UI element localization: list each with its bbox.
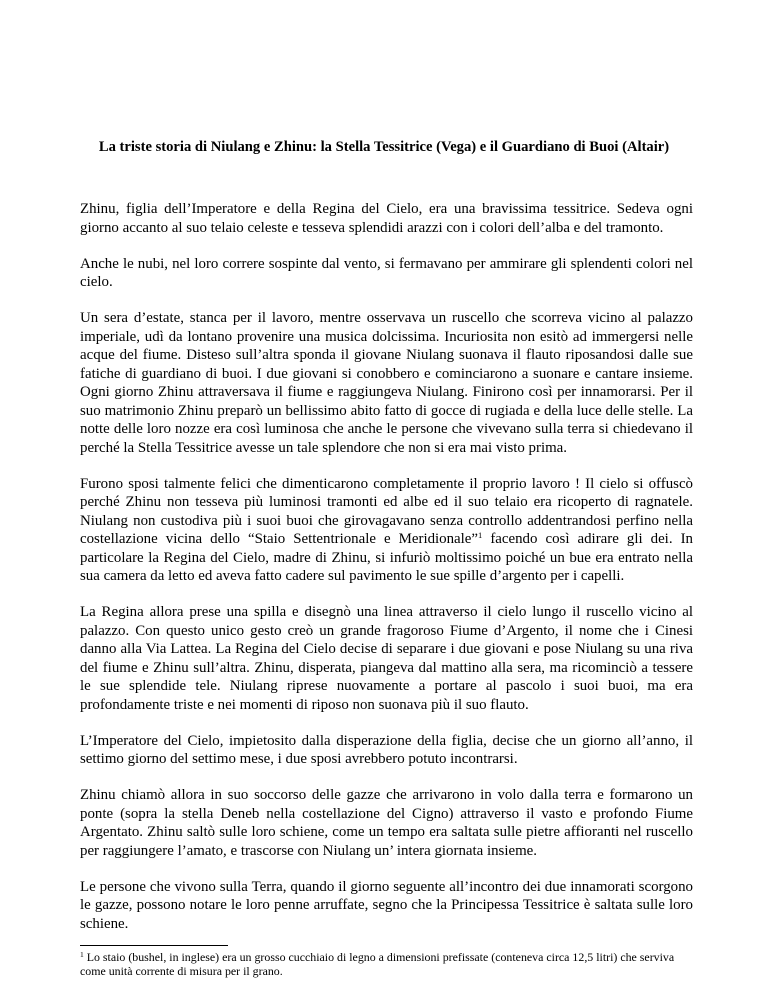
paragraph-2: Anche le nubi, nel loro correre sospinte dal vento, si fermavano per ammirare gli splendenti colori nel cielo. — [80, 255, 693, 290]
footnote-text: Lo staio (bushel, in inglese) era un grosso cucchiaio di legno a dimensioni prefissate (conteneva circa 12,5 litri) che serviva come unità corrente di misura per il grano. — [80, 949, 675, 979]
footnote-reference[interactable]: 1 — [478, 530, 483, 540]
paragraph-7: Zhinu chiamò allora in suo soccorso delle gazze che arrivarono in volo dalla terra e formarono un ponte (sopra la stella Deneb nella costellazione del Cigno) attraverso il vasto e profondo Fiume Argentato. Zhinu saltò sulle loro schiene, come un tempo era saltata sulle pietre affioranti nel ruscello per raggiungere l’amato, e trascorse con Niulang un’ intera giornata insieme. — [80, 787, 693, 859]
paragraph-6: L’Imperatore del Cielo, impietosito dalla disperazione della figlia, decise che un giorno all’anno, il settimo giorno del settimo mese, i due sposi avrebbero potuto incontrarsi. — [80, 732, 693, 767]
paragraph-4 — [80, 475, 693, 586]
footnote-separator — [80, 945, 228, 946]
footnote-mark: 1 — [80, 949, 84, 959]
paragraph-3: Un sera d’estate, stanca per il lavoro, mentre osservava un ruscello che scorreva vicino al palazzo imperiale, udì da lontano provenire una musica dolcissima. Incuriosita non esitò ad immergersi nelle acque del fiume. Disteso sull’altra sponda il giovane Niulang suonava il flauto riposandosi dalle sue fatiche di guardiano di buoi. I due giovani si conobbero e cominciarono a suonare e cantare insieme. Ogni giorno Zhinu attraversava il fiume e raggiungeva Niulang. Finirono così per innamorarsi. Per il suo matrimonio Zhinu preparò un bellissimo abito fatto di gocce di rugiada e della luce delle stelle. La notte delle loro nozze era così luminosa che anche le persone che vivevano sulla terra si chiedevano il perché la Stella Tessitrice avesse un tale splendore che non si era mai visto prima. — [80, 310, 693, 456]
paragraph-5: La Regina allora prese una spilla e disegnò una linea attraverso il cielo lungo il ruscello vicino al palazzo. Con questo unico gesto creò un grande fragoroso Fiume d’Argento, il nome che i Cinesi danno alla Via Lattea. La Regina del Cielo decise di separare i due giovani e pose Niulang su una riva del fiume e Zhinu sull’altra. Zhinu, disperata, piangeva dal mattino alla sera, ma ricominciò a tessere le sue splendide tele. Niulang riprese nuovamente a portare al pascolo i suoi buoi, ma era profondamente triste e nei momenti di riposo non suonava più il suo flauto. — [80, 604, 693, 713]
document-title: La triste storia di Niulang e Zhinu: la Stella Tessitrice (Vega) e il Guardiano di Buoi (Altair) — [98, 139, 670, 155]
document-body — [80, 200, 693, 979]
paragraph-4-text-before-note: Furono sposi talmente felici che dimenticarono completamente il proprio lavoro ! Il cielo si offuscò perché Zhinu non tesseva più luminosi tramonti ed albe ed il suo telaio era ricoperto di ragnatele. Niulang non custodiva più i suoi buoi che girovagavano senza controllo addentrandosi perfino nella costellazione vicina dello “Staio Settentrionale e Meridionale” — [80, 475, 693, 547]
paragraph-8: Le persone che vivono sulla Terra, quando il giorno seguente all’incontro dei due innamorati scorgono le gazze, possono notare le loro penne arruffate, segno che la Principessa Tessitrice è saltata sulle loro schiene. — [80, 878, 693, 932]
paragraph-1: Zhinu, figlia dell’Imperatore e della Regina del Cielo, era una bravissima tessitrice. Sedeva ogni giorno accanto al suo telaio celeste e tesseva splendidi arazzi con i colori dell’alba e del tramonto. — [80, 201, 693, 236]
footnote — [80, 950, 693, 979]
paragraph-4-text-after-note: facendo così adirare gli dei. In particolare la Regina del Cielo, madre di Zhinu, si infuriò moltissimo poiché un bue era entrato nella sua camera da letto ed aveva fatto cadere sul pavimento le sue spille d’argento per i capelli. — [80, 531, 693, 584]
